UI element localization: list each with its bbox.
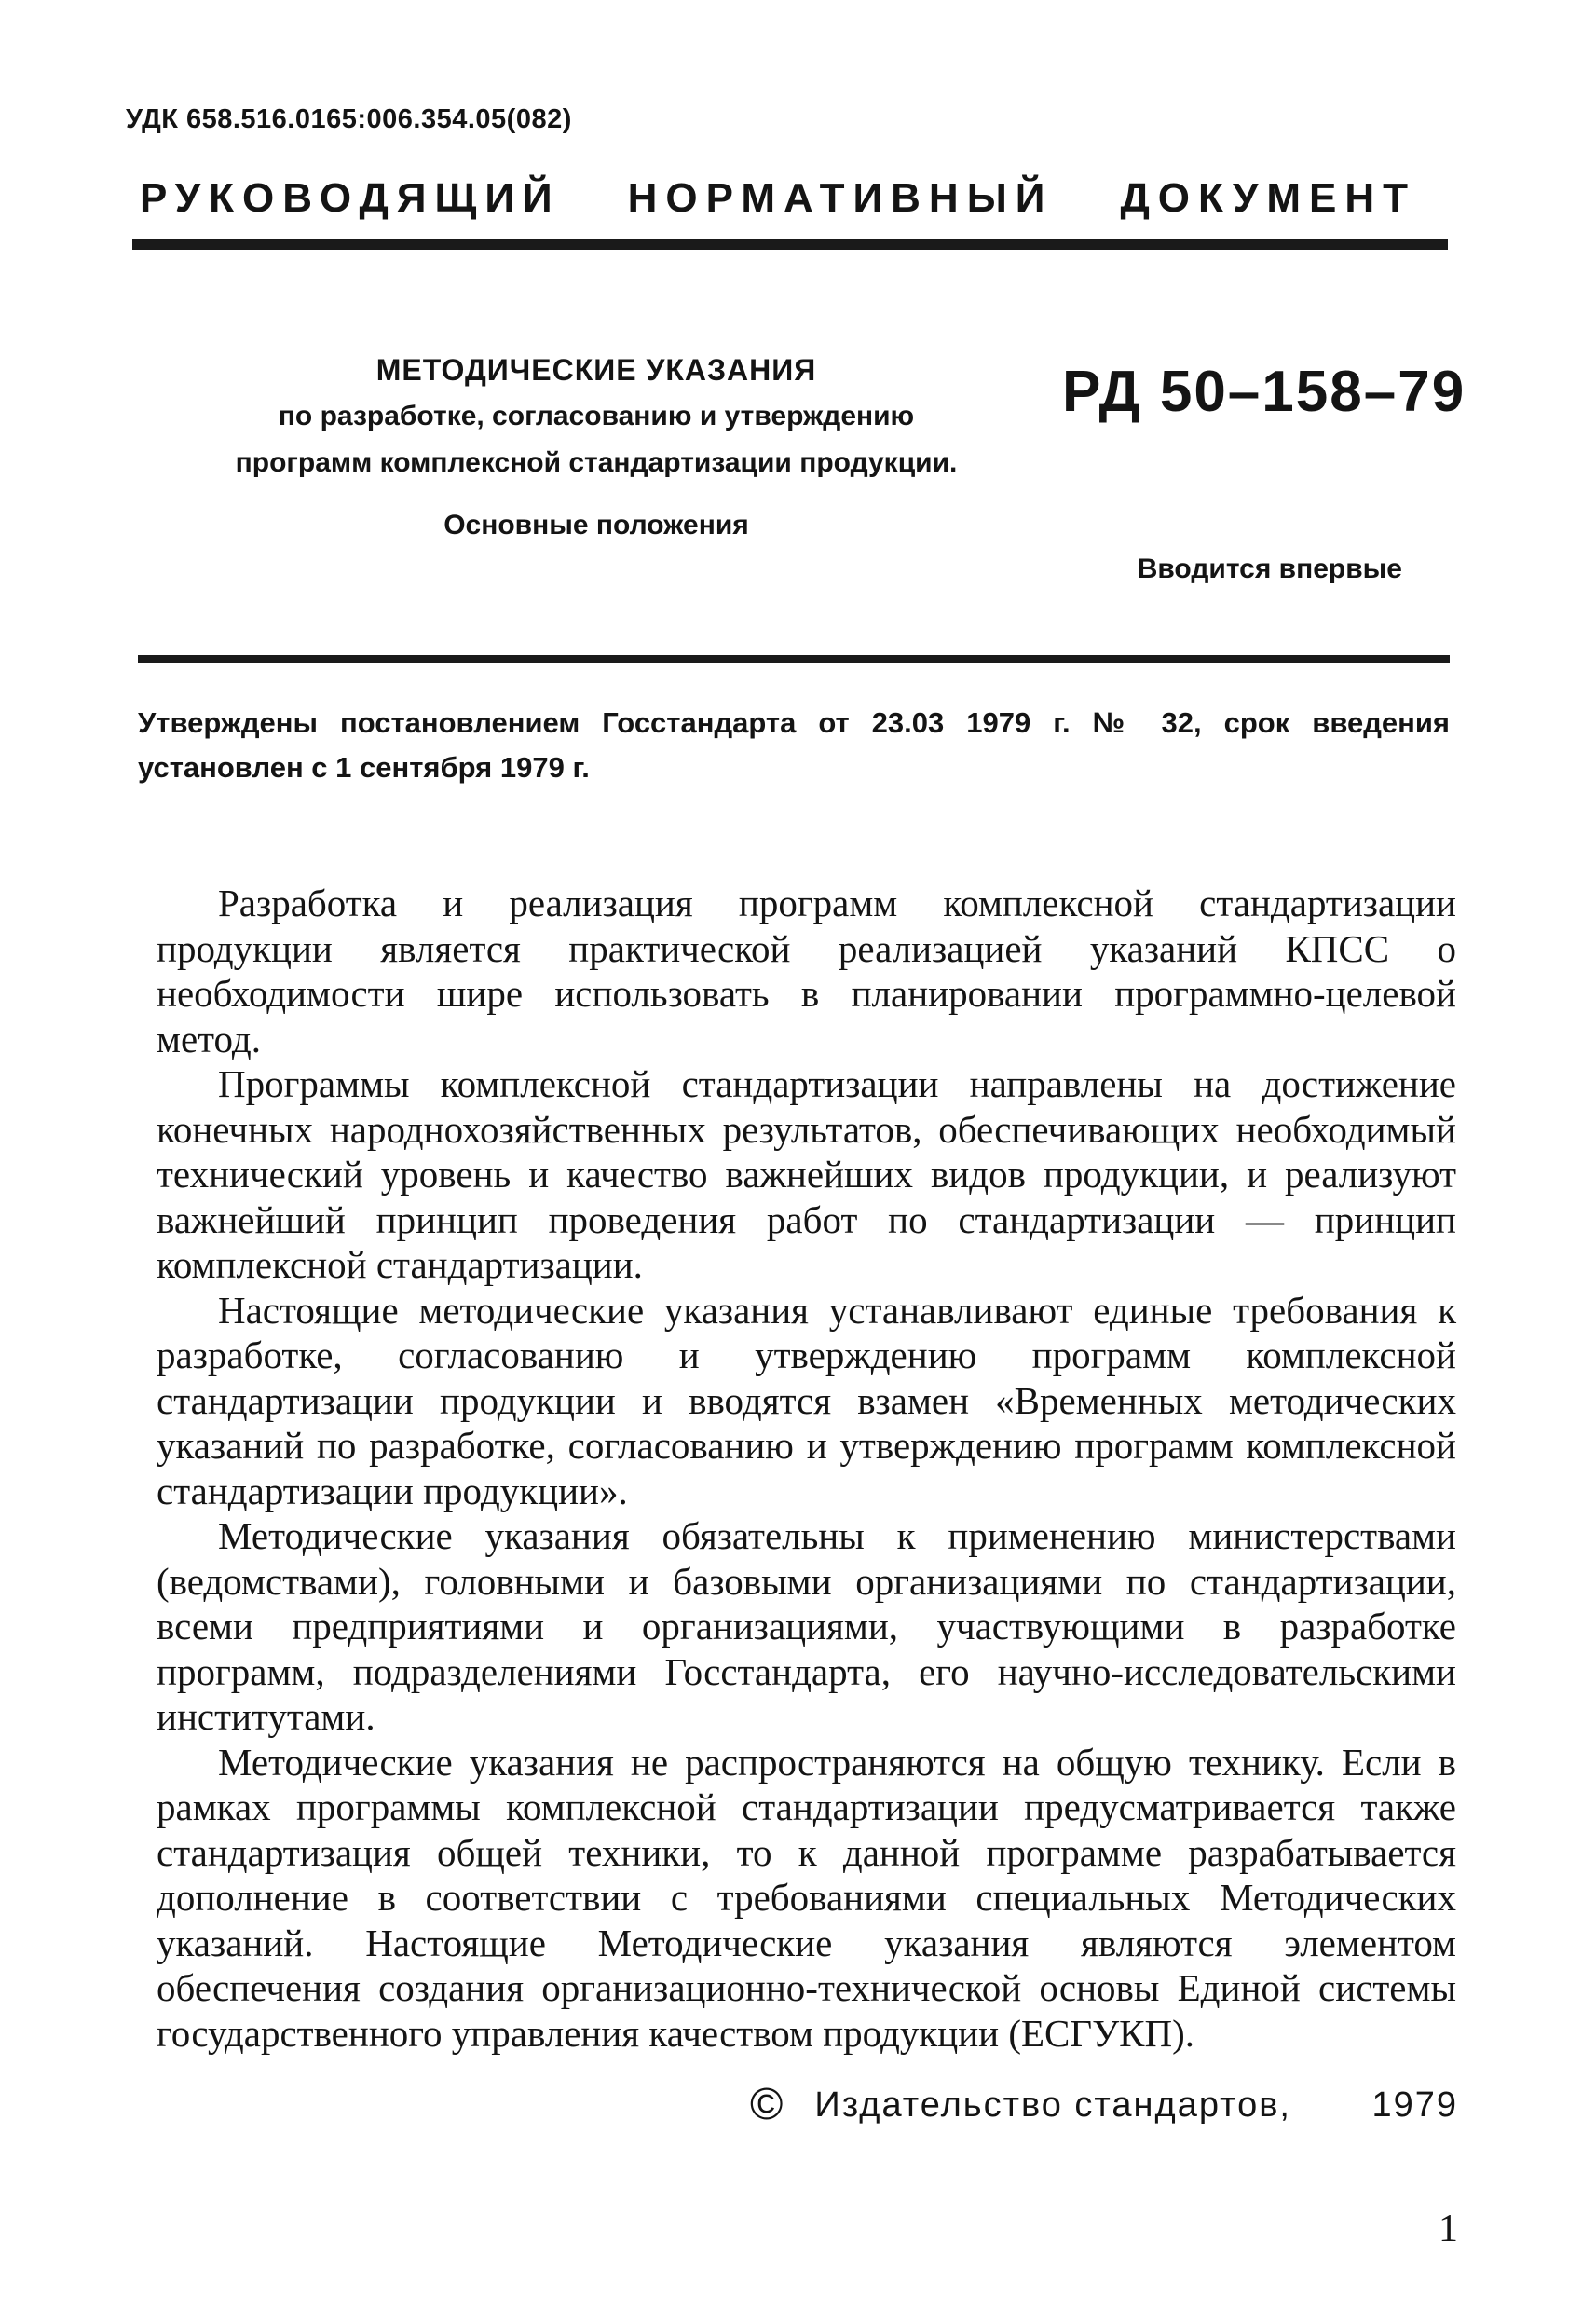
middle-rule bbox=[138, 655, 1450, 663]
body-text bbox=[157, 881, 1456, 2056]
doc-type-word-2: НОРМАТИВНЫЙ bbox=[627, 175, 1054, 221]
udk-code: УДК 658.516.0165:006.354.05(082) bbox=[126, 104, 572, 134]
document-type-heading bbox=[140, 175, 1416, 222]
paragraph-1: Разработка и реализация программ комплексной стандартизации продукции является практической реализацией указаний КПСС о необходимости шире использовать в планировании программно-целевой метод. bbox=[157, 882, 1456, 1060]
paragraph-3: Настоящие методические указания устанавливают единые требования к разработке, согласованию и утверждению программ комплексной стандартизации продукции и вводятся взамен «Временных методических указаний по разработке, согласованию и утверждению программ комплексной стандартизации продукции». bbox=[157, 1288, 1456, 1512]
copyright-line bbox=[750, 2080, 1458, 2129]
publisher-name: Издательство стандартов, bbox=[814, 2085, 1291, 2125]
doc-type-word-3: ДОКУМЕНТ bbox=[1120, 175, 1416, 221]
title-subtitle: Основные положения bbox=[443, 510, 749, 540]
title-line-2: по разработке, согласованию и утверждению bbox=[278, 401, 915, 431]
doc-type-word-1: РУКОВОДЯЩИЙ bbox=[140, 175, 561, 221]
title-line-1: МЕТОДИЧЕСКИЕ УКАЗАНИЯ bbox=[375, 353, 817, 387]
paragraph-5: Методические указания не распространяются на общую технику. Если в рамках программы комплексной стандартизации предусматривается также стандартизация общей техники, то к данной программе разрабатывается дополнение в соответствии с требованиями специальных Методических указаний. Настоящие Методические указания являются элементом обеспечения создания организационно-технической основы Единой системы государственного управления качеством продукции (ЕСГУКП). bbox=[157, 1740, 1456, 2055]
publication-year: 1979 bbox=[1371, 2085, 1458, 2125]
paragraph-2: Программы комплексной стандартизации направлены на достижение конечных народнохозяйственных результатов, обеспечивающих необходимый технический уровень и качество важнейших видов продукции, и реализуют важнейший принцип проведения работ по стандартизации — принцип комплексной стандартизации. bbox=[157, 1062, 1456, 1286]
copyright-icon: © bbox=[750, 2080, 784, 2129]
title-line-3: программ комплексной стандартизации продукции. bbox=[235, 447, 958, 478]
paragraph-4: Методические указания обязательны к применению министерствами (ведомствами), головными и базовыми организациями по стандартизации, всеми предприятиями и организациями, участвующими в разработке программ, подразделениями Госстандарта, его научно-исследовательскими институтами. bbox=[157, 1514, 1456, 1738]
title-block bbox=[168, 347, 1025, 486]
top-rule bbox=[132, 239, 1448, 250]
intro-note: Вводится впервые bbox=[1137, 554, 1402, 584]
page-number: 1 bbox=[1439, 2208, 1458, 2250]
approval-note: Утверждены постановлением Госстандарта от 23.03 1979 г. № 32, срок введения установлен с 1 сентября 1979 г. bbox=[138, 706, 1450, 784]
document-designation: РД 50–158–79 bbox=[1062, 360, 1466, 424]
